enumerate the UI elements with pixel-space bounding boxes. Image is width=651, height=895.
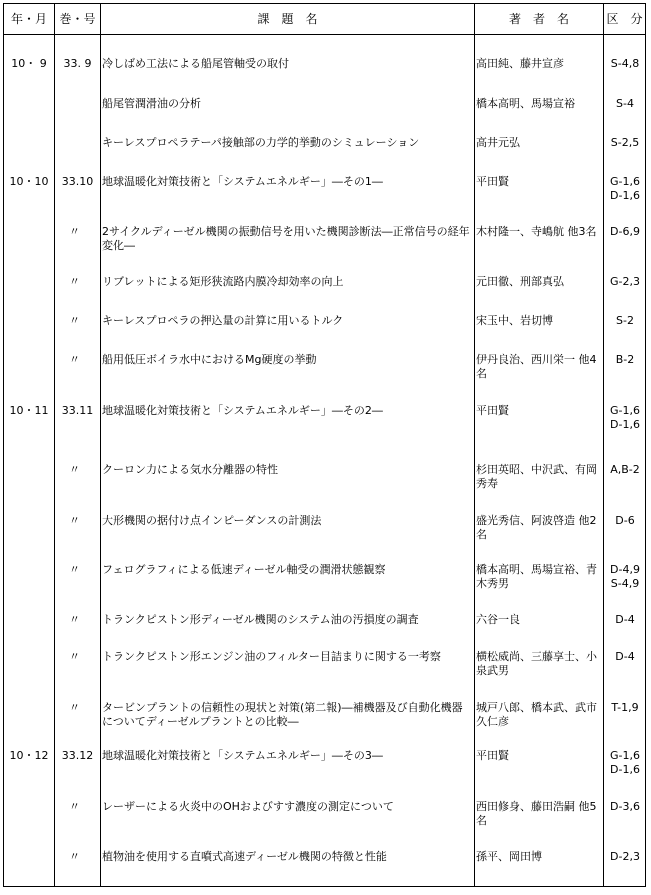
row-volume: 〃 <box>69 800 80 813</box>
row-volume: 〃 <box>69 463 80 476</box>
row-volume: 〃 <box>69 353 80 366</box>
row-authors: 伊丹良治、西川栄一 他4名 <box>476 353 597 380</box>
row-title: 大形機関の据付け点インピーダンスの計測法 <box>102 514 322 527</box>
row-title: 2サイクルディーゼル機関の振動信号を用いた機関診断法―正常信号の経年変化― <box>102 225 470 252</box>
row-class: D-4 <box>615 613 635 626</box>
row-class: S-2 <box>616 314 634 327</box>
row-title: リブレットによる矩形狭流路内膜冷却効率の向上 <box>102 275 344 288</box>
row-title: 地球温暖化対策技術と「システムエネルギー」―その2― <box>102 404 383 417</box>
row-date: 10・12 <box>9 749 49 762</box>
header-volume: 巻・号 <box>59 12 96 26</box>
row-date: 10・ 9 <box>11 57 47 70</box>
row-title: 地球温暖化対策技術と「システムエネルギー」―その3― <box>102 749 383 762</box>
row-class: D-6 <box>615 514 635 527</box>
header-title: 課 題 名 <box>257 12 318 26</box>
header-authors: 著 者 名 <box>508 12 569 26</box>
row-title: タービンプラントの信頼性の現状と対策(第二報)―補機器及び自動化機器についてディーゼルプラントとの比較― <box>102 701 463 728</box>
row-title: 植物油を使用する直噴式高速ディーゼル機関の特徴と性能 <box>102 850 387 863</box>
row-authors: 宋玉中、岩切博 <box>476 314 553 327</box>
row-class: G-1,6 D-1,6 <box>610 175 640 202</box>
row-title: トランクピストン形エンジン油のフィルター目詰まりに関する一考察 <box>102 650 441 663</box>
row-authors: 城戸八郎、橋本武、武市久仁彦 <box>476 701 597 728</box>
row-title: クーロン力による気水分離器の特性 <box>102 463 278 476</box>
row-class: D-2,3 <box>610 850 640 863</box>
row-class: A,B-2 <box>610 463 640 476</box>
row-date: 10・11 <box>9 404 49 417</box>
row-title: 地球温暖化対策技術と「システムエネルギー」―その1― <box>102 175 383 188</box>
row-authors: 橋本高明、馬場宣裕 <box>476 97 575 110</box>
row-authors: 元田徹、刑部真弘 <box>476 275 564 288</box>
row-authors: 盛光秀信、阿波啓造 他2名 <box>476 514 597 541</box>
publication-table <box>3 3 646 887</box>
row-class: D-4,9 S-4,9 <box>610 563 640 590</box>
row-title: 冷しばめ工法による船尾管軸受の取付 <box>102 57 289 70</box>
row-volume: 33. 9 <box>63 57 92 70</box>
row-authors: 平田賢 <box>476 404 509 417</box>
row-class: D-4 <box>615 650 635 663</box>
row-volume: 〃 <box>69 613 80 626</box>
header-class: 区 分 <box>606 12 643 26</box>
row-authors: 橋本高明、馬場宣裕、青木秀男 <box>476 563 597 590</box>
row-volume: 〃 <box>69 850 80 863</box>
row-volume: 〃 <box>69 701 80 714</box>
row-title: 船尾管潤滑油の分析 <box>102 97 201 110</box>
column-divider <box>474 4 475 886</box>
row-volume: 〃 <box>69 314 80 327</box>
row-authors: 高井元弘 <box>476 136 520 149</box>
row-volume: 〃 <box>69 275 80 288</box>
row-volume: 33.10 <box>61 175 94 188</box>
row-volume: 〃 <box>69 514 80 527</box>
header-date: 年・月 <box>10 12 47 26</box>
row-authors: 孫平、岡田博 <box>476 850 542 863</box>
row-class: S-4,8 <box>610 57 640 70</box>
row-date: 10・10 <box>9 175 49 188</box>
row-volume: 〃 <box>69 650 80 663</box>
row-class: D-6,9 <box>610 225 640 238</box>
row-authors: 木村隆一、寺嶋航 他3名 <box>476 225 597 238</box>
row-volume: 〃 <box>69 225 80 238</box>
row-authors: 西田修身、藤田浩嗣 他5名 <box>476 800 597 827</box>
row-title: トランクピストン形ディーゼル機関のシステム油の汚損度の調査 <box>102 613 419 626</box>
row-authors: 高田純、藤井宣彦 <box>476 57 564 70</box>
row-title: キーレスプロペラの押込量の計算に用いるトルク <box>102 314 344 327</box>
row-volume: 33.12 <box>61 749 94 762</box>
row-class: T-1,9 <box>611 701 639 714</box>
row-class: D-3,6 <box>610 800 640 813</box>
row-class: S-4 <box>616 97 634 110</box>
header-divider <box>4 34 645 35</box>
row-authors: 平田賢 <box>476 175 509 188</box>
row-volume: 〃 <box>69 563 80 576</box>
row-class: S-2,5 <box>610 136 640 149</box>
row-title: フェログラフィによる低速ディーゼル軸受の潤滑状態観察 <box>102 563 386 576</box>
row-class: G-2,3 <box>610 275 640 288</box>
row-class: B-2 <box>615 353 635 366</box>
row-volume: 33.11 <box>61 404 94 417</box>
row-class: G-1,6 D-1,6 <box>610 404 640 431</box>
row-authors: 平田賢 <box>476 749 509 762</box>
row-authors: 杉田英昭、中沢武、有岡秀寿 <box>476 463 597 490</box>
row-title: レーザーによる火炎中のOHおよびすす濃度の測定について <box>102 800 394 813</box>
row-authors: 横松威尚、三藤享士、小泉武男 <box>476 650 597 677</box>
column-divider <box>100 4 101 886</box>
row-class: G-1,6 D-1,6 <box>610 749 640 776</box>
row-title: キーレスプロペラテーパ接触部の力学的挙動のシミュレーション <box>102 136 420 149</box>
row-authors: 六谷一良 <box>476 613 520 626</box>
row-title: 船用低圧ボイラ水中におけるMg硬度の挙動 <box>102 353 317 366</box>
